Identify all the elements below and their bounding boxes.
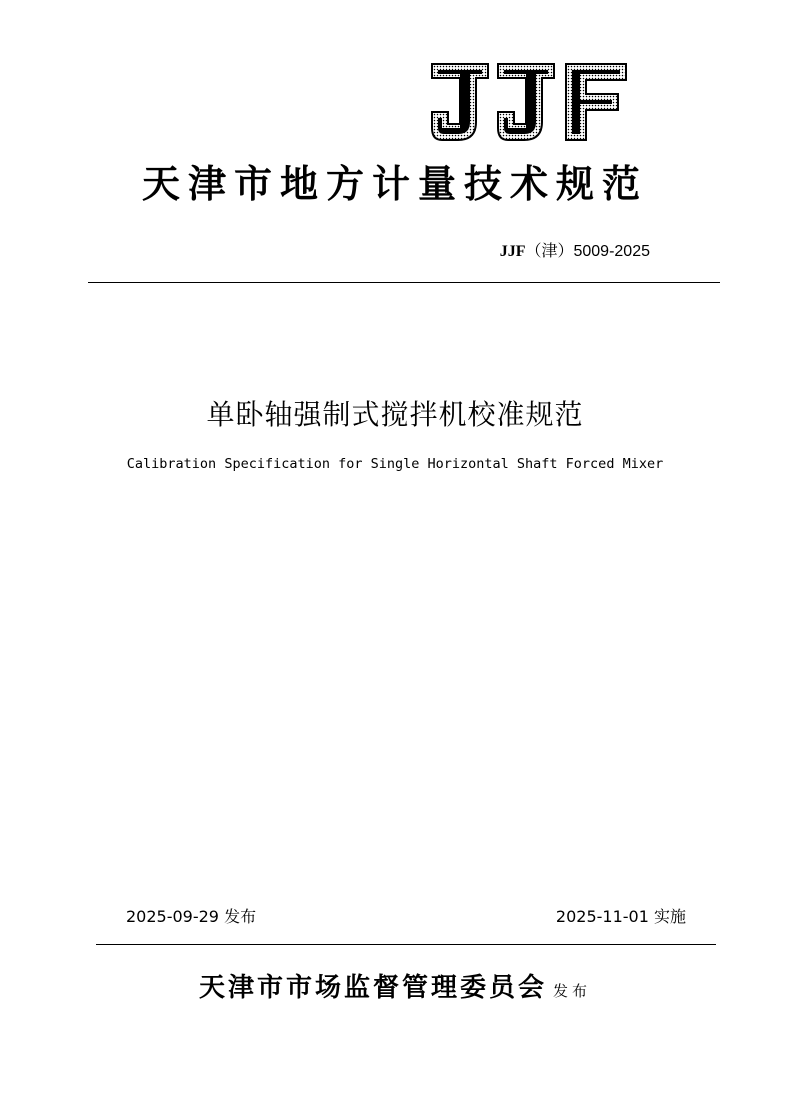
standard-number <box>500 238 650 261</box>
implementation-date: 2025-11-01 实施 <box>555 907 686 926</box>
top-divider <box>88 282 720 283</box>
standard-number-region: （津） <box>525 243 574 260</box>
jjf-logo-graphic <box>430 62 628 142</box>
document-title-english: Calibration Specification for Single Horizontal Shaft Forced Mixer <box>126 456 664 472</box>
publisher-line <box>0 967 790 1004</box>
publisher-action: 发布 <box>553 982 592 1000</box>
publisher-organization: 天津市市场监督管理委员会 <box>198 973 547 1003</box>
standard-number-prefix: JJF <box>499 243 526 260</box>
document-title-chinese: 单卧轴强制式搅拌机校准规范 <box>206 398 584 431</box>
bottom-divider <box>96 944 716 945</box>
standard-number-code: 5009-2025 <box>573 243 650 260</box>
jjf-logo <box>430 62 628 142</box>
issue-date: 2025-09-29 发布 <box>126 907 257 926</box>
standard-type-heading: 天津市地方计量技术规范 <box>141 161 648 206</box>
